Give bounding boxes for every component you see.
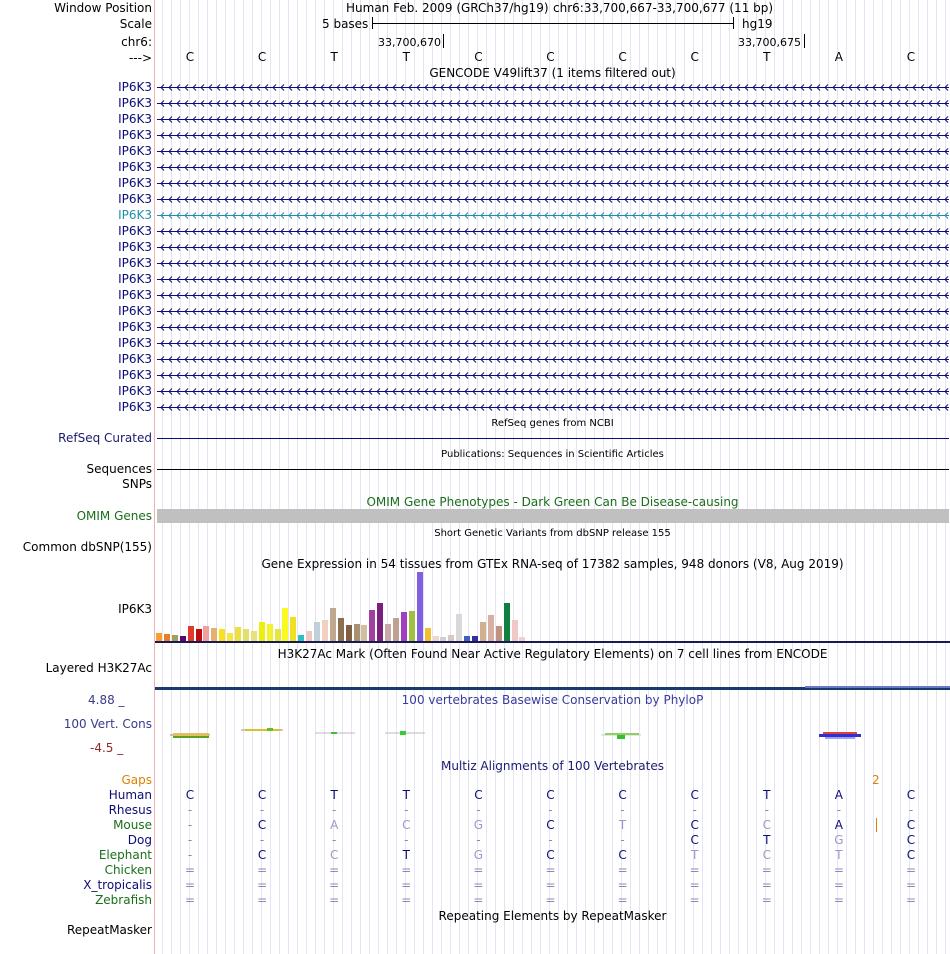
gtex-bar[interactable] <box>512 620 518 641</box>
gencode-gene-label[interactable]: IP6K3 <box>118 304 152 318</box>
multiz-base: A <box>330 818 339 832</box>
multiz-base: = <box>401 893 412 907</box>
multiz-species-label[interactable]: Chicken <box>104 863 152 877</box>
multiz-base: - <box>404 803 409 817</box>
scale-text: 5 bases <box>322 17 369 31</box>
multiz-base: = <box>905 878 917 892</box>
multiz-base: C <box>762 848 771 862</box>
multiz-base: C <box>257 818 267 832</box>
multiz-base: C <box>618 848 627 862</box>
multiz-base: = <box>545 893 556 907</box>
grid-line <box>504 0 505 954</box>
multiz-base: = <box>689 878 700 892</box>
grid-line <box>450 0 451 954</box>
gencode-gene-line[interactable] <box>157 227 949 236</box>
gencode-gene-line[interactable] <box>157 195 949 204</box>
gtex-bar[interactable] <box>275 629 281 641</box>
gencode-gene-line[interactable] <box>157 83 949 92</box>
gencode-gene-label[interactable]: IP6K3 <box>118 272 152 286</box>
multiz-species-label[interactable]: Human <box>108 788 152 802</box>
multiz-base: = <box>401 863 412 877</box>
grid-line <box>369 0 370 954</box>
gencode-gene-line[interactable] <box>157 99 949 108</box>
multiz-base: = <box>617 878 628 892</box>
gtex-bar[interactable] <box>314 622 320 641</box>
multiz-base: = <box>689 893 700 907</box>
tick-left-mark <box>443 34 444 48</box>
gencode-gene-label[interactable]: IP6K3 <box>118 144 152 158</box>
gencode-gene-line[interactable] <box>157 387 949 396</box>
gencode-gene-label[interactable]: IP6K3 <box>118 160 152 174</box>
grid-line <box>522 0 523 954</box>
h3k27ac-signal-peak[interactable] <box>805 686 950 688</box>
publications-line[interactable] <box>157 469 949 470</box>
grid-line <box>729 0 730 954</box>
multiz-base: = <box>833 863 844 877</box>
gtex-bar[interactable] <box>377 603 383 641</box>
multiz-base: = <box>905 863 917 877</box>
multiz-base: = <box>473 893 484 907</box>
multiz-base: = <box>545 863 556 877</box>
strand-label: ---> <box>128 51 152 65</box>
multiz-base: = <box>545 878 556 892</box>
multiz-base: = <box>761 878 772 892</box>
grid-line <box>639 0 640 954</box>
gtex-bar[interactable] <box>346 625 352 641</box>
grid-line <box>657 0 658 954</box>
grid-line <box>306 0 307 954</box>
multiz-base: G <box>473 818 484 832</box>
gtex-track-title[interactable]: Gene Expression in 54 tissues from GTEx RNA-seq of 17382 samples, 948 donors (V8, Aug 2019) <box>261 557 844 571</box>
gencode-gene-line[interactable] <box>157 131 949 140</box>
repeatmasker-track-title[interactable]: Repeating Elements by RepeatMasker <box>438 909 667 923</box>
gencode-gene-line[interactable] <box>157 307 949 316</box>
grid-line <box>927 0 928 954</box>
grid-line <box>855 0 856 954</box>
grid-line <box>675 0 676 954</box>
multiz-base: = <box>833 878 844 892</box>
phylop-glyph-5 <box>601 733 641 739</box>
phylop-glyph-1 <box>170 733 210 738</box>
multiz-base: - <box>836 803 842 817</box>
multiz-base: C <box>906 788 916 802</box>
grid-line <box>459 0 460 954</box>
multiz-base: - <box>332 803 337 817</box>
multiz-base: G <box>834 833 844 847</box>
multiz-track-title[interactable]: Multiz Alignments of 100 Vertebrates <box>440 759 665 773</box>
gencode-gene-line[interactable] <box>157 291 949 300</box>
h3k27ac-label[interactable]: Layered H3K27Ac <box>45 661 152 675</box>
gtex-bar[interactable] <box>361 625 367 641</box>
multiz-base: C <box>618 788 627 802</box>
gtex-bar[interactable] <box>259 622 265 641</box>
multiz-base: T <box>402 788 410 802</box>
phylop-glyph-6 <box>819 732 861 739</box>
gtex-bar[interactable] <box>251 631 257 641</box>
multiz-base: - <box>404 833 409 847</box>
gtex-bar[interactable] <box>322 620 328 641</box>
grid-line <box>315 0 316 954</box>
base-letter: T <box>763 50 771 64</box>
multiz-base: - <box>620 803 625 817</box>
omim-label[interactable]: OMIM Genes <box>76 509 152 523</box>
multiz-base: C <box>257 848 267 862</box>
multiz-base: - <box>548 833 553 847</box>
multiz-base: = <box>257 893 268 907</box>
gencode-gene-line[interactable] <box>157 323 949 332</box>
grid-line <box>873 0 874 954</box>
multiz-base: = <box>833 893 844 907</box>
base-letter: T <box>330 50 338 64</box>
multiz-species-label[interactable]: Zebrafish <box>95 893 152 907</box>
multiz-base: C <box>762 818 771 832</box>
gtex-bar[interactable] <box>188 626 194 641</box>
multiz-base: T <box>691 848 699 862</box>
grid-line <box>243 0 244 954</box>
gtex-bar[interactable] <box>267 624 273 641</box>
gtex-bar[interactable] <box>196 629 202 641</box>
multiz-gap-count: 2 <box>872 773 880 787</box>
grid-line <box>225 0 226 954</box>
grid-line <box>351 0 352 954</box>
gtex-bar[interactable] <box>156 633 162 641</box>
multiz-base: C <box>690 818 699 832</box>
grid-line <box>747 0 748 954</box>
grid-line <box>432 0 433 954</box>
multiz-base: = <box>617 863 628 877</box>
multiz-base: - <box>187 833 193 847</box>
gencode-gene-line[interactable] <box>157 115 949 124</box>
multiz-species-label[interactable]: X_tropicalis <box>83 878 152 892</box>
gencode-gene-label[interactable]: IP6K3 <box>118 192 152 206</box>
multiz-base: = <box>184 863 196 877</box>
grid-line <box>378 0 379 954</box>
multiz-base: C <box>546 848 555 862</box>
multiz-base: - <box>764 803 769 817</box>
conservation-wiggle[interactable] <box>155 722 950 746</box>
gencode-gene-label[interactable]: IP6K3 <box>118 80 152 94</box>
gencode-gene-line[interactable] <box>157 179 949 188</box>
gtex-bar[interactable] <box>227 633 233 641</box>
publications-label[interactable]: Sequences <box>86 462 152 476</box>
multiz-base: = <box>184 893 196 907</box>
multiz-base: = <box>617 893 628 907</box>
multiz-base: = <box>401 878 412 892</box>
multiz-base: C <box>402 818 411 832</box>
gtex-bar[interactable] <box>235 627 241 641</box>
multiz-base: C <box>906 818 916 832</box>
grid-line <box>162 0 163 954</box>
multiz-base: = <box>329 893 340 907</box>
dbsnp-track-title[interactable]: Short Genetic Variants from dbSNP release 155 <box>434 528 671 539</box>
gencode-gene-label[interactable]: IP6K3 <box>118 112 152 126</box>
multiz-base: - <box>692 803 697 817</box>
multiz-base: G <box>473 848 484 862</box>
multiz-base: C <box>906 833 916 847</box>
multiz-base: A <box>834 788 843 802</box>
multiz-base: = <box>329 878 340 892</box>
omim-gene-bar[interactable] <box>157 509 949 523</box>
grid-line <box>864 0 865 954</box>
gencode-gene-label[interactable]: IP6K3 <box>118 208 152 222</box>
multiz-base: - <box>548 803 553 817</box>
repeatmasker-label[interactable]: RepeatMasker <box>66 923 152 937</box>
gtex-bar[interactable] <box>330 608 336 641</box>
gencode-gene-line[interactable] <box>157 275 949 284</box>
multiz-base: - <box>259 833 265 847</box>
gtex-bar[interactable] <box>164 634 170 641</box>
gtex-bar[interactable] <box>203 626 209 641</box>
multiz-base: T <box>402 848 410 862</box>
grid-line <box>594 0 595 954</box>
grid-line <box>288 0 289 954</box>
scale-bar-right-tick <box>733 17 734 29</box>
tick-left-label: 33,700,670 <box>378 36 441 49</box>
tick-right-label: 33,700,675 <box>738 36 801 49</box>
multiz-base: T <box>618 818 627 832</box>
multiz-species-label[interactable]: Elephant <box>98 848 152 862</box>
phylop-glyph-4 <box>385 731 425 735</box>
grid-line <box>171 0 172 954</box>
gtex-bar[interactable] <box>243 629 249 641</box>
grid-line <box>387 0 388 954</box>
multiz-base: = <box>761 893 772 907</box>
chrom-label: chr6: <box>121 35 152 49</box>
gtex-bar[interactable] <box>354 624 360 641</box>
gencode-gene-label[interactable]: IP6K3 <box>118 240 152 254</box>
gtex-bar[interactable] <box>338 618 344 641</box>
grid-line <box>666 0 667 954</box>
refseq-track-title[interactable]: RefSeq genes from NCBI <box>491 418 614 429</box>
gtex-bar[interactable] <box>496 626 502 641</box>
grid-line <box>576 0 577 954</box>
gencode-gene-line[interactable] <box>157 339 949 348</box>
multiz-base: C <box>690 833 699 847</box>
grid-line <box>495 0 496 954</box>
gencode-gene-label[interactable]: IP6K3 <box>118 224 152 238</box>
gtex-bar[interactable] <box>290 617 296 641</box>
multiz-base: C <box>185 788 195 802</box>
gencode-gene-line[interactable] <box>157 163 949 172</box>
multiz-species-label[interactable]: Dog <box>127 833 152 847</box>
gencode-gene-label[interactable]: IP6K3 <box>118 320 152 334</box>
gtex-bar[interactable] <box>369 610 375 641</box>
multiz-base: C <box>546 788 555 802</box>
grid-line <box>936 0 937 954</box>
grid-line <box>441 0 442 954</box>
multiz-base: - <box>259 803 265 817</box>
snps-label[interactable]: SNPs <box>122 477 152 491</box>
grid-line <box>792 0 793 954</box>
multiz-base: - <box>476 833 481 847</box>
grid-line <box>531 0 532 954</box>
gtex-baseline <box>155 641 950 643</box>
gencode-gene-line[interactable] <box>157 147 949 156</box>
grid-line <box>603 0 604 954</box>
scale-label: Scale <box>119 17 152 31</box>
gencode-track-title[interactable]: GENCODE V49lift37 (1 items filtered out) <box>429 66 676 80</box>
tick-right-mark <box>804 34 805 48</box>
grid-line <box>882 0 883 954</box>
multiz-gap-mark <box>876 818 877 832</box>
grid-line <box>738 0 739 954</box>
gtex-bar[interactable] <box>211 628 217 641</box>
grid-line <box>945 0 946 954</box>
multiz-base: - <box>187 803 193 817</box>
scale-db: hg19 <box>742 17 773 31</box>
base-letter: C <box>906 50 916 64</box>
multiz-base: = <box>761 863 772 877</box>
multiz-base: C <box>329 848 339 862</box>
gencode-gene-line[interactable] <box>157 403 949 412</box>
grid-line <box>567 0 568 954</box>
grid-line <box>297 0 298 954</box>
base-letter: C <box>185 50 195 64</box>
multiz-base: = <box>329 863 340 877</box>
grid-line <box>801 0 802 954</box>
scale-bar <box>372 23 733 24</box>
gtex-label[interactable]: IP6K3 <box>118 602 152 616</box>
grid-line <box>810 0 811 954</box>
grid-line <box>207 0 208 954</box>
grid-line <box>423 0 424 954</box>
label-separator <box>154 0 155 954</box>
multiz-base: - <box>476 803 481 817</box>
gencode-gene-label[interactable]: IP6K3 <box>118 176 152 190</box>
publications-track-title[interactable]: Publications: Sequences in Scientific Articles <box>441 449 664 460</box>
gtex-bar[interactable] <box>504 603 510 641</box>
grid-line <box>720 0 721 954</box>
base-letter: C <box>474 50 483 64</box>
gencode-gene-line[interactable] <box>157 355 949 364</box>
gtex-bar[interactable] <box>219 629 225 641</box>
multiz-base: = <box>257 863 268 877</box>
multiz-base: C <box>906 848 916 862</box>
grid-line <box>648 0 649 954</box>
grid-line <box>891 0 892 954</box>
grid-line <box>585 0 586 954</box>
gtex-bar[interactable] <box>401 612 407 641</box>
h3k27ac-track-title[interactable]: H3K27Ac Mark (Often Found Near Active Regulatory Elements) on 7 cell lines from ENCODE <box>277 647 828 661</box>
gencode-gene-label[interactable]: IP6K3 <box>118 256 152 270</box>
multiz-species-label[interactable]: Mouse <box>113 818 152 832</box>
multiz-base: = <box>473 878 484 892</box>
assembly-title: Human Feb. 2009 (GRCh37/hg19) <box>346 1 549 15</box>
grid-line <box>360 0 361 954</box>
gtex-bar[interactable] <box>282 608 288 641</box>
dbsnp-label[interactable]: Common dbSNP(155) <box>22 540 152 554</box>
multiz-base: T <box>763 833 771 847</box>
conservation-label[interactable]: 100 Vert. Cons <box>63 717 152 731</box>
gtex-bar[interactable] <box>385 624 391 641</box>
gencode-gene-label[interactable]: IP6K3 <box>118 128 152 142</box>
multiz-base: T <box>763 788 771 802</box>
gencode-gene-line[interactable] <box>157 259 949 268</box>
multiz-base: = <box>184 878 196 892</box>
gencode-gene-label[interactable]: IP6K3 <box>118 96 152 110</box>
base-letter: T <box>402 50 410 64</box>
multiz-base: - <box>908 803 914 817</box>
grid-line <box>819 0 820 954</box>
phylop-glyph-3 <box>315 732 355 734</box>
multiz-base: C <box>690 788 699 802</box>
multiz-gaps-label: Gaps <box>121 773 152 787</box>
conservation-track-title[interactable]: 100 vertebrates Basewise Conservation by PhyloP <box>401 693 704 707</box>
multiz-base: T <box>330 788 338 802</box>
gtex-bar[interactable] <box>425 628 431 641</box>
base-letter: C <box>546 50 555 64</box>
multiz-base: = <box>689 863 700 877</box>
grid-line <box>279 0 280 954</box>
gtex-bar[interactable] <box>488 615 494 641</box>
base-letter: C <box>690 50 699 64</box>
refseq-label[interactable]: RefSeq Curated <box>58 431 152 445</box>
multiz-base: = <box>257 878 268 892</box>
grid-line <box>234 0 235 954</box>
gencode-gene-label[interactable]: IP6K3 <box>118 288 152 302</box>
multiz-base: A <box>834 818 843 832</box>
multiz-base: C <box>257 788 267 802</box>
multiz-base: = <box>905 893 917 907</box>
gencode-gene-line[interactable] <box>157 243 949 252</box>
conservation-min-label: -4.5 _ <box>90 741 124 755</box>
grid-line <box>711 0 712 954</box>
multiz-base: - <box>187 848 193 862</box>
phylop-glyph-2 <box>241 728 283 731</box>
gencode-gene-line[interactable] <box>157 371 949 380</box>
base-letter: C <box>257 50 267 64</box>
grid-line <box>216 0 217 954</box>
gencode-gene-label[interactable]: IP6K3 <box>118 352 152 366</box>
base-letter: C <box>618 50 627 64</box>
multiz-base: T <box>835 848 843 862</box>
multiz-base: C <box>474 788 483 802</box>
grid-line <box>783 0 784 954</box>
window-position-label: Window Position <box>54 1 152 15</box>
gencode-gene-label[interactable]: IP6K3 <box>118 336 152 350</box>
refseq-gene-line[interactable] <box>157 438 949 439</box>
gtex-bar[interactable] <box>456 614 462 641</box>
gtex-bar[interactable] <box>409 611 415 641</box>
multiz-base: - <box>332 833 337 847</box>
gencode-gene-label[interactable]: IP6K3 <box>118 368 152 382</box>
multiz-base: - <box>187 818 193 832</box>
position-title[interactable]: chr6:33,700,667-33,700,677 (11 bp) <box>553 1 774 15</box>
gencode-gene-label[interactable]: IP6K3 <box>118 400 152 414</box>
gtex-bar[interactable] <box>417 572 423 641</box>
gtex-bar[interactable] <box>306 631 312 641</box>
multiz-base: C <box>546 818 555 832</box>
grid-line <box>513 0 514 954</box>
base-letter: A <box>834 50 843 64</box>
omim-track-title[interactable]: OMIM Gene Phenotypes - Dark Green Can Be Disease-causing <box>366 495 739 509</box>
gtex-bar[interactable] <box>393 618 399 641</box>
conservation-max-label: 4.88 _ <box>88 693 125 707</box>
multiz-base: = <box>473 863 484 877</box>
gencode-gene-line[interactable] <box>157 211 949 220</box>
multiz-base: - <box>620 833 625 847</box>
gencode-gene-label[interactable]: IP6K3 <box>118 384 152 398</box>
multiz-species-label[interactable]: Rhesus <box>108 803 152 817</box>
gtex-bar[interactable] <box>480 622 486 641</box>
